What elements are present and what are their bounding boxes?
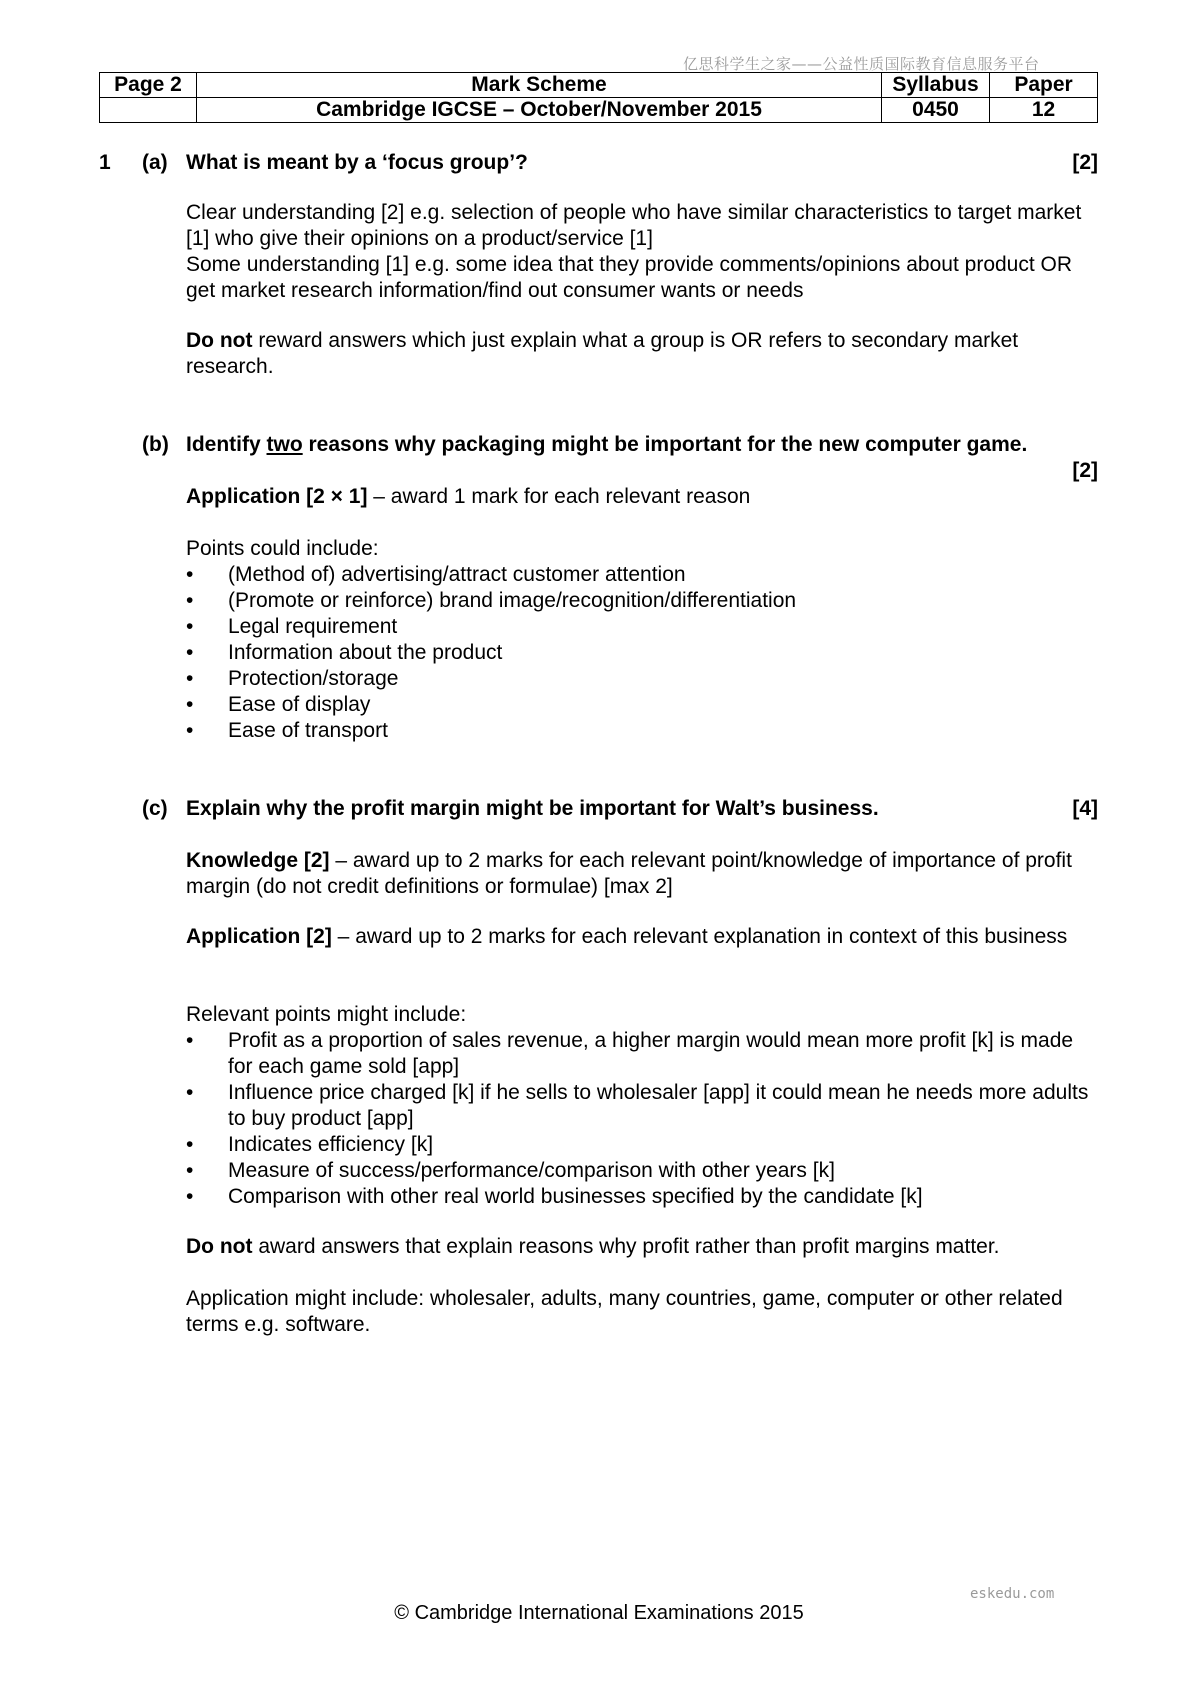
copyright-footer: © Cambridge International Examinations 2015 [394,1602,804,1624]
part-c-label: (c) [142,797,168,820]
part-a-do-not [186,328,1096,380]
list-item: • Indicates efficiency [k] [186,1132,1096,1158]
part-b-question [186,432,1027,458]
page-number: Page 2 [100,73,197,98]
part-a-some-understanding: Some understanding [1] e.g. some idea that they provide comments/opinions about product OR get market research information/find out consumer wants or needs [186,253,1073,302]
part-c-points-intro: Relevant points might include: [186,1003,467,1026]
part-c-do-not [186,1234,1096,1260]
knowledge-bold: Knowledge [2] [186,849,330,872]
part-b-marks: [2] [1072,459,1098,482]
part-c-marks: [4] [1072,797,1098,820]
list-item: • Ease of transport [186,718,1096,744]
list-item: • Comparison with other real world businesses specified by the candidate [k] [186,1184,1096,1210]
list-item: • (Promote or reinforce) brand image/recognition/differentiation [186,588,1096,614]
part-a-label: (a) [142,151,168,174]
part-b-points-list [186,562,1096,744]
do-not-text: reward answers which just explain what a group is OR refers to secondary market research. [186,329,1019,378]
part-b-application [186,484,1096,510]
paper-label: Paper [990,73,1098,98]
do-not-bold: Do not [186,1235,253,1258]
doc-subtitle: Cambridge IGCSE – October/November 2015 [197,98,882,123]
part-c-knowledge [186,848,1096,900]
list-item: • Profit as a proportion of sales revenue, a higher margin would mean more profit [k] is made for each game sold [app] [186,1028,1096,1080]
list-item: • Protection/storage [186,666,1096,692]
do-not-bold: Do not [186,329,253,352]
part-b-question-underlined: two [266,433,303,456]
list-item: • Measure of success/performance/comparison with other years [k] [186,1158,1096,1184]
list-item: • Legal requirement [186,614,1096,640]
application-text: – award up to 2 marks for each relevant explanation in context of this business [331,925,1068,948]
syllabus-label: Syllabus [882,73,990,98]
knowledge-text: – award up to 2 marks for each relevant point/knowledge of importance of profit margin (do not credit definitions or formulae) [max 2] [186,849,1072,898]
paper-number: 12 [990,98,1098,123]
part-c-application [186,924,1096,950]
part-c-application-include: Application might include: wholesaler, adults, many countries, game, computer or other related terms e.g. software. [186,1287,1063,1336]
list-item: • (Method of) advertising/attract customer attention [186,562,1096,588]
header-table [99,72,1098,123]
part-b-question-post: reasons why packaging might be important for the new computer game. [302,433,1028,456]
part-b-label: (b) [142,433,169,456]
part-a-marks: [2] [1072,151,1098,174]
doc-title: Mark Scheme [197,73,882,98]
part-a-question: What is meant by a ‘focus group’? [186,151,528,174]
part-c-points-list [186,1028,1096,1210]
question-number: 1 [99,151,111,174]
list-item: • Information about the product [186,640,1096,666]
watermark-bottom: eskedu.com [970,1586,1055,1602]
syllabus-code: 0450 [882,98,990,123]
application-bold: Application [2] [186,925,332,948]
do-not-text: award answers that explain reasons why profit rather than profit margins matter. [252,1235,1000,1258]
application-text: – award 1 mark for each relevant reason [367,485,751,508]
list-item: • Ease of display [186,692,1096,718]
empty-cell [100,98,197,123]
part-b-question-pre: Identify [186,433,267,456]
list-item: • Influence price charged [k] if he sells to wholesaler [app] it could mean he needs more adults to buy product [app] [186,1080,1096,1132]
part-a-clear-understanding: Clear understanding [2] e.g. selection of people who have similar characteristics to target market [1] who give their opinions on a product/service [1] [186,201,1082,250]
application-bold: Application [2 × 1] [186,485,368,508]
watermark-top: 亿思科学生之家——公益性质国际教育信息服务平台 [683,55,1040,73]
part-c-question: Explain why the profit margin might be important for Walt’s business. [186,797,879,820]
part-b-points-intro: Points could include: [186,537,379,560]
